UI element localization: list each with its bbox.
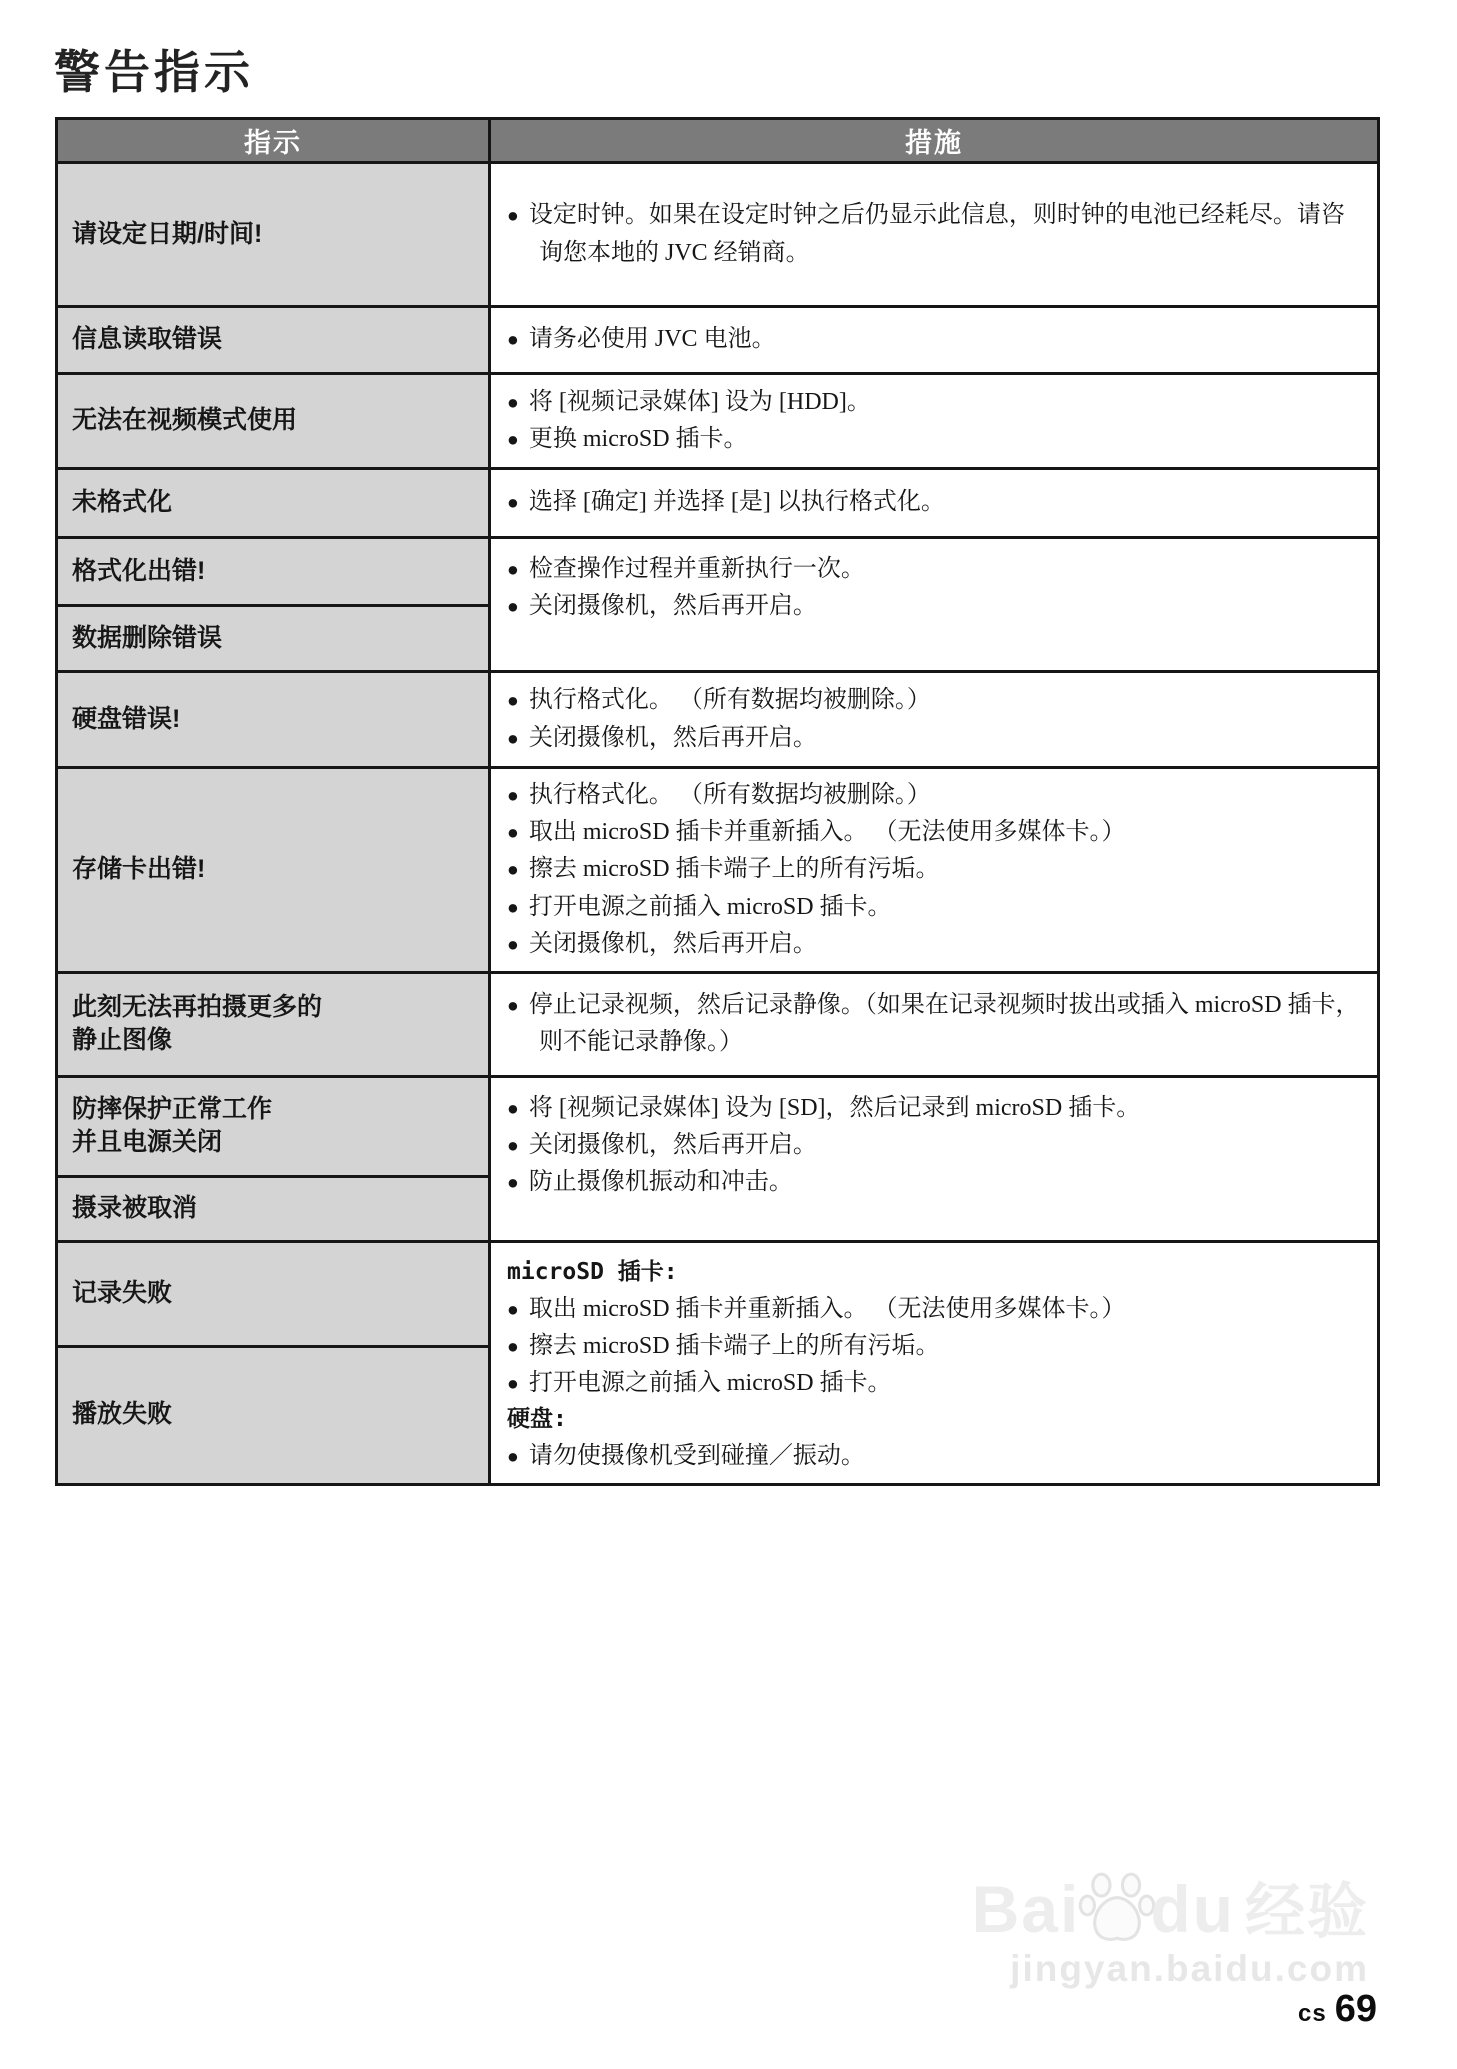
table-row — [57, 163, 1379, 307]
indication-text: 无法在视频模式使用 — [72, 406, 298, 435]
warning-table — [55, 117, 1380, 1486]
indication-cell — [57, 1346, 490, 1484]
indication-cell — [57, 307, 490, 374]
indication-text: 数据删除错误 — [72, 623, 223, 652]
measure-section-label: 硬盘: — [507, 1406, 567, 1433]
indication-text: 信息读取错误 — [72, 325, 223, 354]
measure-bullet: ● 取出 microSD 插卡并重新插入。 （无法使用多媒体卡。） — [507, 814, 1365, 851]
indication-cell — [57, 672, 490, 768]
indication-cell — [57, 469, 490, 538]
measure-list — [507, 987, 1365, 1061]
indication-text: 请设定日期/时间! — [72, 219, 263, 248]
table-row — [57, 768, 1379, 973]
table-row — [57, 374, 1379, 469]
indication-cell — [57, 1241, 490, 1346]
indication-text: 存储卡出错! — [72, 855, 206, 884]
table-header-row — [57, 119, 1379, 163]
indication-cell — [57, 972, 490, 1076]
table-row — [57, 469, 1379, 538]
measure-bullet: ● 执行格式化。 （所有数据均被删除。） — [507, 682, 1365, 719]
baidu-logo — [971, 1868, 1369, 1946]
indication-cell — [57, 1176, 490, 1241]
header-measure: 措施 — [490, 119, 1379, 163]
indication-text: 格式化出错! — [72, 556, 206, 585]
measure-cell — [490, 163, 1379, 307]
measure-cell — [490, 972, 1379, 1076]
indication-text: 播放失败 — [72, 1400, 173, 1429]
measure-bullet: ● 更换 microSD 插卡。 — [507, 421, 1365, 458]
measure-list — [507, 384, 1365, 458]
measure-cell — [490, 768, 1379, 973]
measure-list — [507, 777, 1365, 963]
baidu-logo-text-right: du — [1150, 1872, 1235, 1946]
baidu-logo-text-left: Bai — [971, 1872, 1081, 1946]
measure-cell — [490, 538, 1379, 672]
measure-bullet: ● 关闭摄像机，然后再开启。 — [507, 588, 1365, 625]
indication-text: 未格式化 — [72, 488, 173, 517]
measure-bullet: ● 取出 microSD 插卡并重新插入。 （无法使用多媒体卡。） — [507, 1291, 1365, 1328]
measure-cell — [490, 1241, 1379, 1484]
indication-text: 防摔保护正常工作 — [72, 1094, 273, 1123]
measure-list — [507, 1438, 1365, 1475]
measure-bullet: ● 擦去 microSD 插卡端子上的所有污垢。 — [507, 1328, 1365, 1365]
measure-bullet: ● 关闭摄像机，然后再开启。 — [507, 926, 1365, 963]
page-number-value: 69 — [1334, 1988, 1377, 2030]
measure-list — [507, 1291, 1365, 1403]
measure-bullet: ● 选择 [确定] 并选择 [是] 以执行格式化。 — [507, 484, 1365, 521]
baidu-jingyan-watermark — [972, 1868, 1369, 1990]
table-row — [57, 1076, 1379, 1176]
indication-cell — [57, 606, 490, 672]
measure-bullet: ● 将 [视频记录媒体] 设为 [SD]，然后记录到 microSD 插卡。 — [507, 1090, 1365, 1127]
measure-bullet: ● 关闭摄像机，然后再开启。 — [507, 1127, 1365, 1164]
measure-cell — [490, 469, 1379, 538]
measure-bullet: ● 停止记录视频，然后记录静像。（如果在记录视频时拔出或插入 microSD 插卡，则不能记录静像。） — [507, 987, 1365, 1061]
measure-bullet: ● 请勿使摄像机受到碰撞／振动。 — [507, 1438, 1365, 1475]
measure-list — [507, 551, 1365, 625]
indication-cell — [57, 374, 490, 469]
measure-cell — [490, 307, 1379, 374]
measure-bullet: ● 打开电源之前插入 microSD 插卡。 — [507, 1365, 1365, 1402]
measure-section-label: microSD 插卡: — [507, 1258, 678, 1285]
measure-cell — [490, 1076, 1379, 1241]
table-row — [57, 672, 1379, 768]
measure-bullet: ● 请务必使用 JVC 电池。 — [507, 321, 1365, 358]
measure-cell — [490, 374, 1379, 469]
measure-list — [507, 682, 1365, 756]
jingyan-badge-text: 经验 — [1245, 1878, 1369, 1945]
page-language-label: cs — [1298, 2000, 1327, 2027]
header-indication: 指示 — [57, 119, 490, 163]
indication-text: 此刻无法再拍摄更多的 — [72, 992, 323, 1021]
page-title: 警告指示 — [54, 46, 254, 98]
indication-cell — [57, 538, 490, 606]
indication-text: 硬盘错误! — [72, 704, 181, 733]
jingyan-url-text: jingyan.baidu.com — [1010, 1948, 1369, 1989]
measure-bullet: ● 关闭摄像机，然后再开启。 — [507, 720, 1365, 757]
indication-cell — [57, 768, 490, 973]
measure-bullet: ● 设定时钟。如果在设定时钟之后仍显示此信息，则时钟的电池已经耗尽。请咨询您本地的 JVC 经销商。 — [507, 197, 1365, 271]
table-row — [57, 1241, 1379, 1346]
measure-bullet: ● 检查操作过程并重新执行一次。 — [507, 551, 1365, 588]
measure-bullet: ● 执行格式化。 （所有数据均被删除。） — [507, 777, 1365, 814]
table-row — [57, 972, 1379, 1076]
table-row — [57, 538, 1379, 606]
measure-list — [507, 1090, 1365, 1202]
measure-bullet: ● 防止摄像机振动和冲击。 — [507, 1164, 1365, 1201]
measure-bullet: ● 将 [视频记录媒体] 设为 [HDD]。 — [507, 384, 1365, 421]
indication-cell — [57, 163, 490, 307]
baidu-paw-icon — [1078, 1868, 1156, 1946]
table-row — [57, 307, 1379, 374]
indication-text: 静止图像 — [72, 1026, 173, 1055]
measure-list — [507, 484, 1365, 521]
measure-list — [507, 321, 1365, 358]
indication-cell — [57, 1076, 490, 1176]
measure-list — [507, 197, 1365, 271]
measure-cell — [490, 672, 1379, 768]
measure-bullet: ● 打开电源之前插入 microSD 插卡。 — [507, 889, 1365, 926]
indication-text: 记录失败 — [72, 1278, 173, 1307]
indication-text: 并且电源关闭 — [72, 1128, 223, 1157]
page-number — [1298, 1988, 1377, 2031]
indication-text: 摄录被取消 — [72, 1194, 198, 1223]
measure-bullet: ● 擦去 microSD 插卡端子上的所有污垢。 — [507, 851, 1365, 888]
